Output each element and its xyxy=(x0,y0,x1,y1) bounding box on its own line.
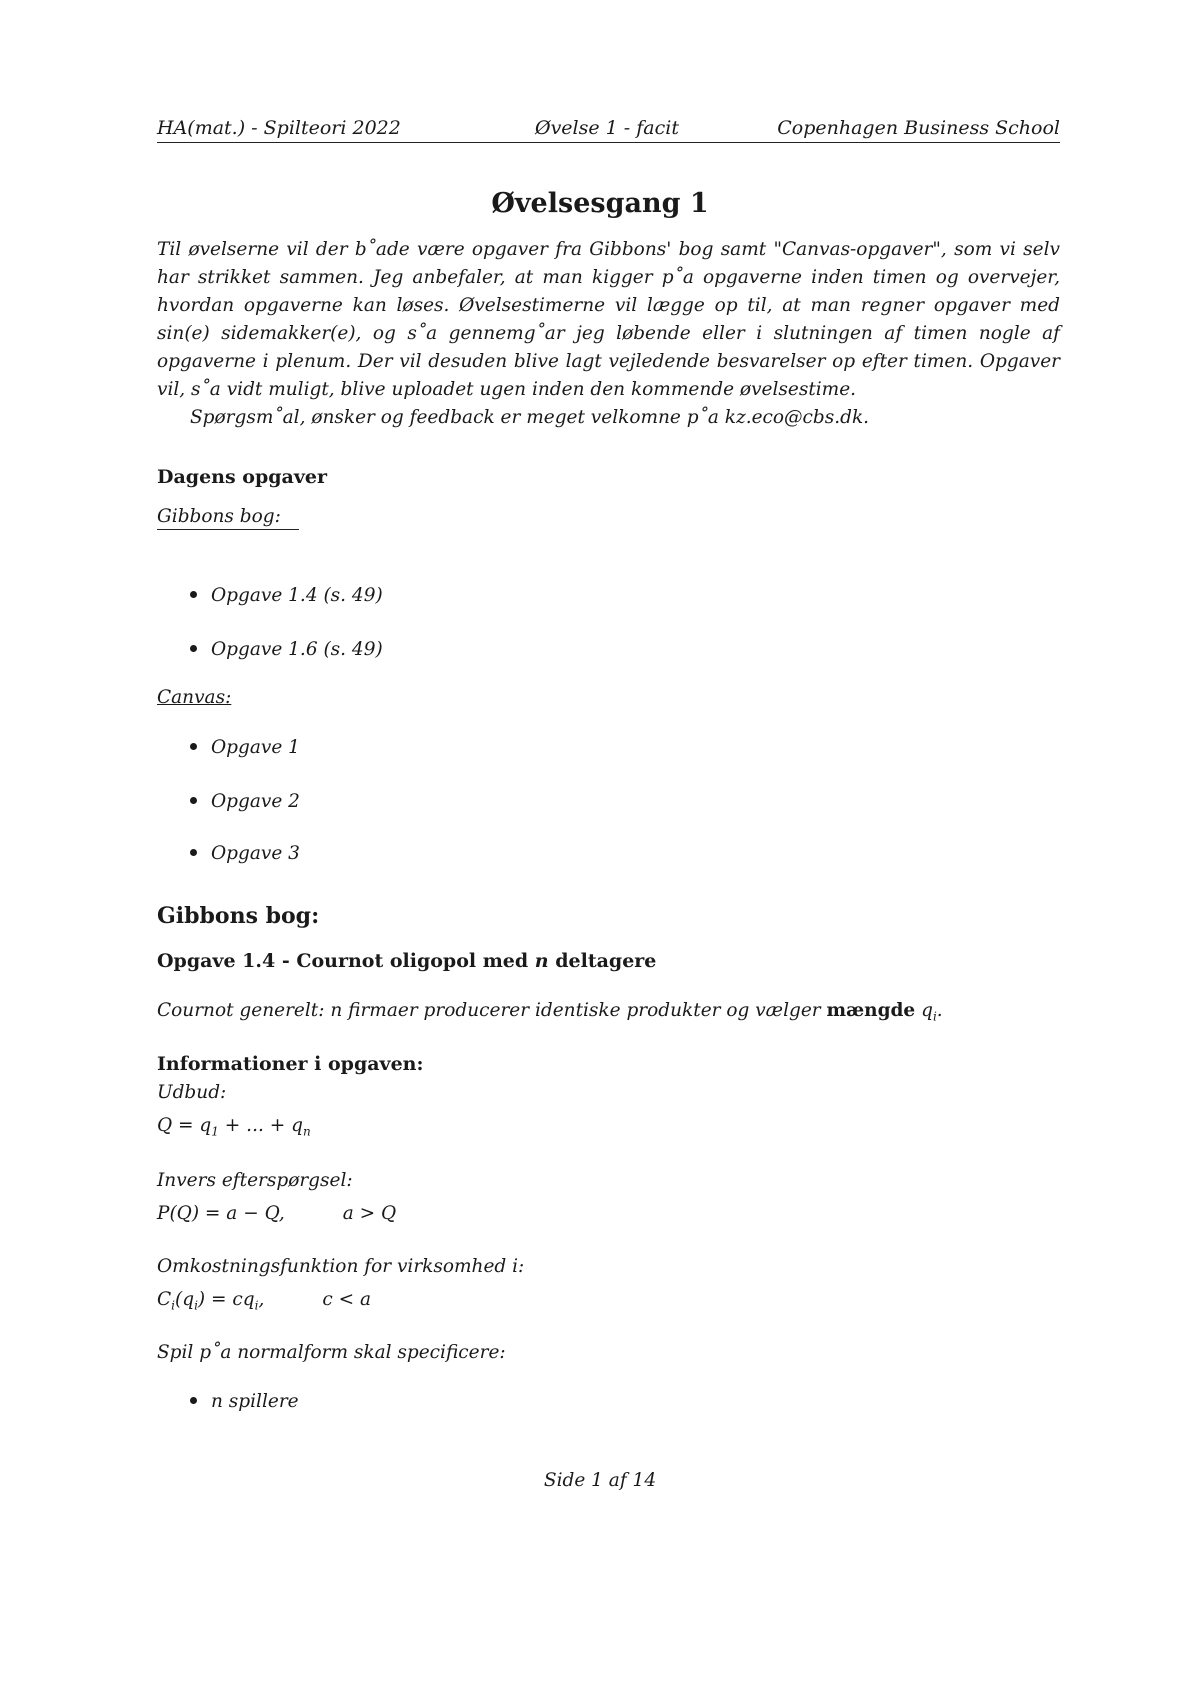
list-item-text: Opgave 1.4 (s. 49) xyxy=(211,585,383,606)
omkostning-label: Omkostningsfunktion for virksomhed i: xyxy=(157,1256,525,1277)
list-item-text: Opgave 2 xyxy=(211,791,300,812)
bullet-icon xyxy=(190,1397,197,1404)
intro-paragraph: Til øvelserne vil der b˚ade være opgaver fra Gibbons' bog samt "Canvas-opgaver", som vi selv har strikket sammen. Jeg anbefaler, at man kigger p˚a opgaverne inden timen og overvejer, hvordan opgaverne kan løses. Øvelsestimerne vil lægge op til, at man regner opgaver med sin(e) sidemakker(e), og s˚a gennemg˚ar jeg løbende eller i slutningen af timen nogle af opgaverne i plenum. Der vil desuden blive lagt vejledende besvarelser op efter timen. Opgaver vil, s˚a vidt muligt, blive uploadet ugen inden den kommende øvelsestime. xyxy=(157,239,1060,400)
header-school: Copenhagen Business School xyxy=(777,117,1060,139)
cournot-sub: i xyxy=(932,1009,937,1024)
eq-sub: n xyxy=(302,1124,311,1139)
eq-part: P(Q) = a − Q, xyxy=(157,1203,285,1224)
intro-text xyxy=(157,236,1060,432)
udbud-label: Udbud: xyxy=(157,1082,227,1103)
list-item xyxy=(190,843,300,864)
list-item-text: Opgave 1 xyxy=(211,737,300,758)
invers-equation xyxy=(157,1203,396,1224)
invers-label: Invers efterspørgsel: xyxy=(157,1170,353,1191)
eq-sub: i xyxy=(194,1298,198,1313)
exercise-heading-var: n xyxy=(534,950,549,972)
eq-part: + ... + q xyxy=(218,1115,303,1136)
cournot-description xyxy=(157,1000,943,1024)
cournot-post: . xyxy=(936,1000,943,1021)
bullet-icon xyxy=(190,797,197,804)
exercise-heading-post: deltagere xyxy=(548,950,657,972)
list-item-text: Opgave 3 xyxy=(211,843,300,864)
bullet-icon xyxy=(190,591,197,598)
list-item xyxy=(190,639,383,660)
list-item xyxy=(190,585,383,606)
page-header xyxy=(157,116,1060,143)
list-item xyxy=(190,791,300,812)
list-item-text: Opgave 1.6 (s. 49) xyxy=(211,639,383,660)
gibbons-label xyxy=(157,504,299,530)
list-item xyxy=(190,737,300,758)
bullet-icon xyxy=(190,645,197,652)
header-exercise: Øvelse 1 - facit xyxy=(535,117,679,139)
eq-part: ) = cq xyxy=(197,1289,255,1310)
gibbons-label-text: Gibbons bog: xyxy=(157,504,299,530)
page-title: Øvelsesgang 1 xyxy=(491,188,709,219)
normalform-label: Spil p˚a normalform skal specificere: xyxy=(157,1342,506,1363)
exercise-heading-pre: Opgave 1.4 - Cournot oligopol med xyxy=(157,950,535,972)
eq-part: C xyxy=(157,1289,172,1310)
info-heading: Informationer i opgaven: xyxy=(157,1053,424,1075)
header-course: HA(mat.) - Spilteori 2022 xyxy=(157,117,401,139)
list-item xyxy=(190,1391,299,1412)
eq-part: , xyxy=(258,1289,265,1310)
bullet-icon xyxy=(190,849,197,856)
cournot-pre: Cournot generelt: n firmaer producerer identiske produkter og vælger xyxy=(157,1000,827,1021)
cournot-var: q xyxy=(921,1000,933,1021)
eq-condition: c < a xyxy=(322,1289,371,1310)
dagens-heading: Dagens opgaver xyxy=(157,466,327,488)
list-item-text: n spillere xyxy=(211,1391,299,1412)
exercise-heading xyxy=(157,950,656,972)
cournot-bold: mængde xyxy=(826,1000,916,1021)
eq-sub: i xyxy=(254,1298,259,1313)
eq-condition: a > Q xyxy=(342,1203,397,1224)
udbud-equation xyxy=(157,1115,311,1139)
eq-part: (q xyxy=(175,1289,195,1310)
eq-sub: 1 xyxy=(211,1124,219,1139)
omkostning-equation xyxy=(157,1289,371,1313)
intro-contact: Spørgsm˚al, ønsker og feedback er meget velkomne p˚a kz.eco@cbs.dk. xyxy=(190,407,870,428)
eq-sub: i xyxy=(171,1298,175,1313)
section-heading: Gibbons bog: xyxy=(157,903,320,929)
page-number: Side 1 af 14 xyxy=(543,1470,657,1491)
canvas-label: Canvas: xyxy=(157,687,232,708)
eq-part: Q = q xyxy=(157,1115,212,1136)
bullet-icon xyxy=(190,743,197,750)
